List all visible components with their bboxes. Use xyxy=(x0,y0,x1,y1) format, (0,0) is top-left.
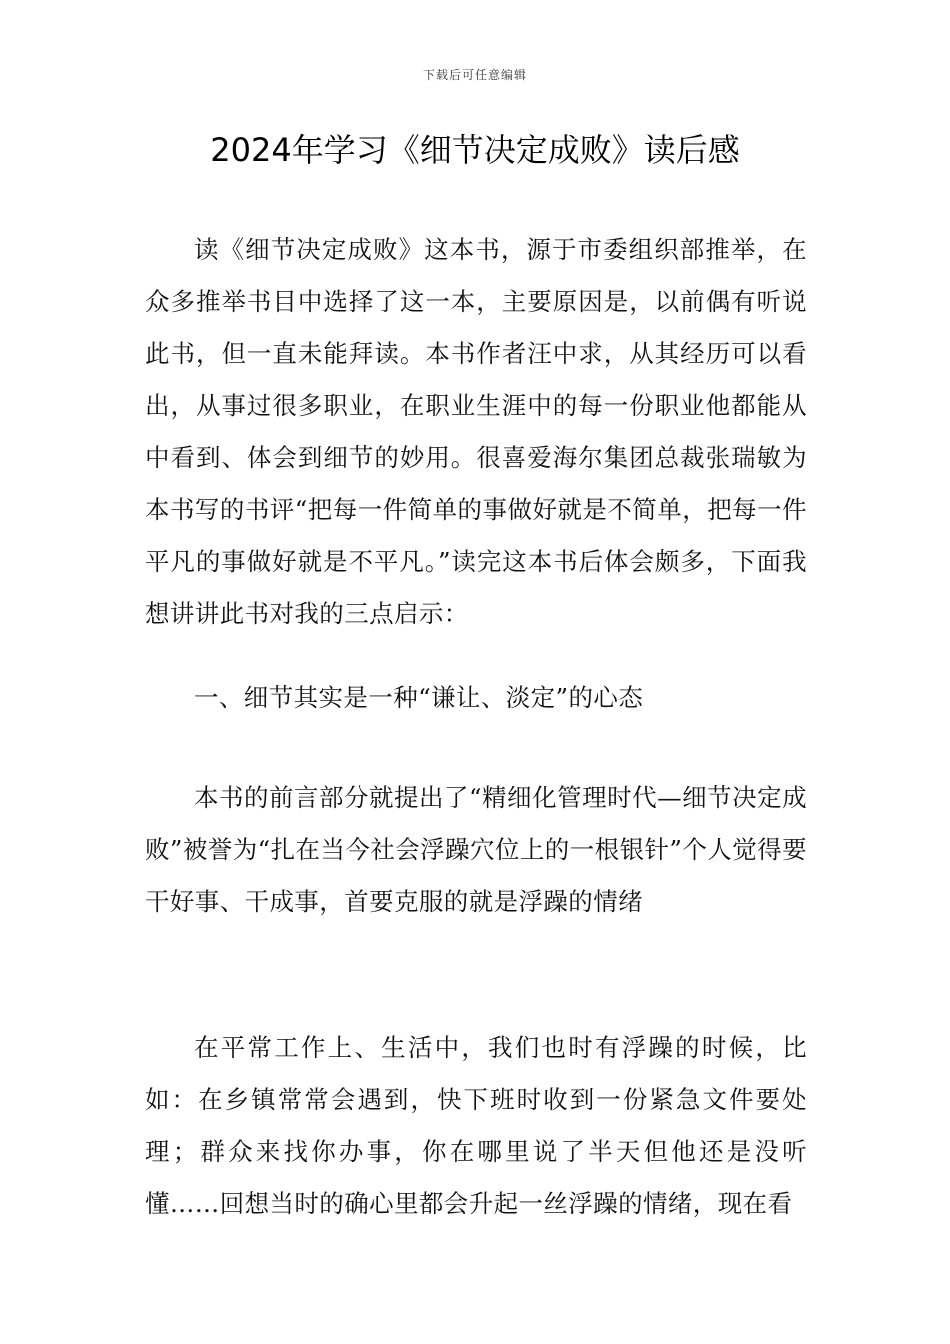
document-title: 2024年学习《细节决定成败》读后感 xyxy=(210,131,740,169)
edit-watermark: 下载后可任意编辑 xyxy=(422,68,527,82)
intro-paragraph: 读《细节决定成败》这本书，源于市委组织部推举，在众多推举书目中选择了这一本，主要原因是，以前偶有听说此书，但一直未能拜读。本书作者汪中求，从其经历可以看出，从事过很多职业，在职业生涯中的每一份职业他都能从中看到、体会到细节的妙用。很喜爱海尔集团总裁张瑞敏为本书写的书评“把每一件简单的事做好就是不简单，把每一件平凡的事做好就是不平凡。”读完这本书后体会颇多，下面我想讲讲此书对我的三点启示： xyxy=(145,235,807,628)
section-heading-1: 一、细节其实是一种“谦让、淡定”的心态 xyxy=(194,683,644,712)
body-paragraph-3: 在平常工作上、生活中，我们也时有浮躁的时候，比如：在乡镇常常会遇到，快下班时收到一份紧急文件要处理；群众来找你办事，你在哪里说了半天但他还是没听懂……回想当时的确心里都会升起一丝浮躁的情绪，现在看 xyxy=(145,1033,807,1218)
body-paragraph-2: 本书的前言部分就提出了“精细化管理时代—细节决定成败”被誉为“扎在当今社会浮躁穴位上的一根银针”个人觉得要干好事、干成事，首要克服的就是浮躁的情绪 xyxy=(145,783,807,916)
